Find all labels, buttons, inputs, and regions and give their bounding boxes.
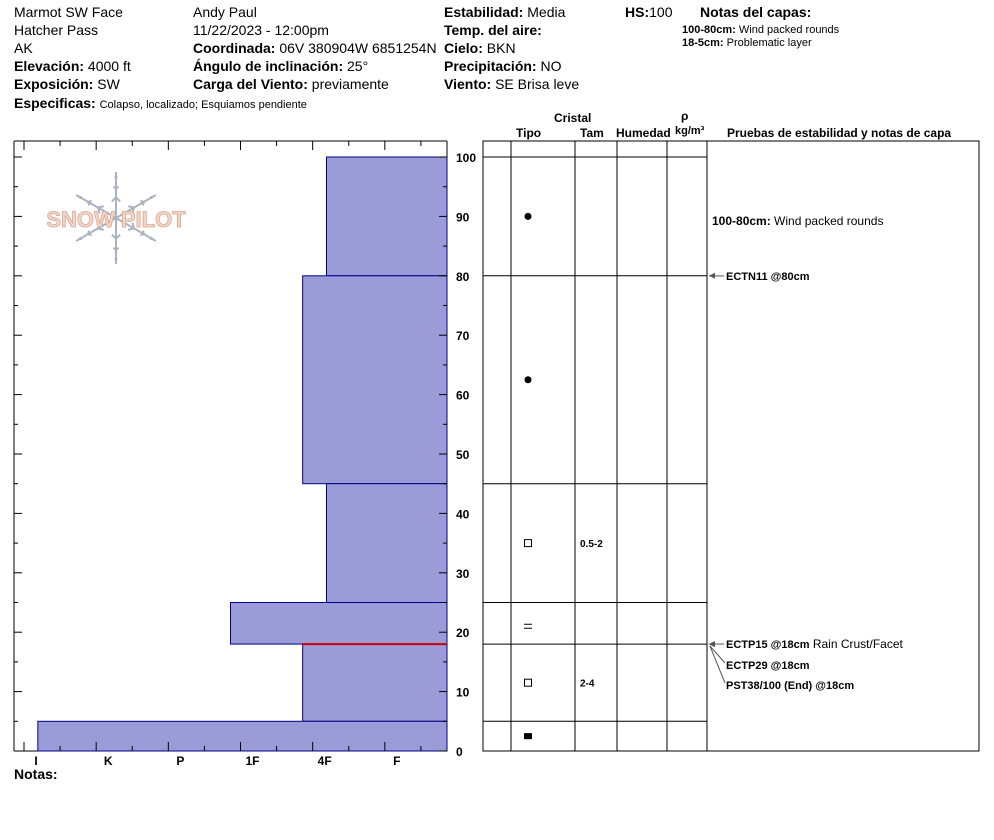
state: AK bbox=[14, 40, 33, 56]
stability-note bbox=[709, 271, 810, 283]
hardness-bar bbox=[326, 157, 447, 276]
grain-size-label: 2-4 bbox=[580, 678, 595, 690]
x-tick-label: P bbox=[176, 754, 185, 768]
hardness-bar bbox=[231, 603, 448, 645]
layer-note-range: 18-5cm: bbox=[682, 37, 724, 49]
x-tick-label: 4F bbox=[317, 754, 332, 768]
stability-note bbox=[712, 214, 883, 228]
specifics-value: Colapso, localizado; Esquiamos pendiente bbox=[99, 99, 307, 111]
hardness-bar bbox=[303, 276, 447, 484]
y-tick-label: 10 bbox=[456, 685, 470, 700]
hardness-bars bbox=[38, 157, 447, 751]
stability-label: Estabilidad: bbox=[444, 4, 524, 20]
snowflake-branch bbox=[88, 202, 89, 205]
slope-label: Ángulo de inclinación: bbox=[193, 58, 344, 74]
note-arrow-head bbox=[709, 273, 715, 279]
stability-note-text bbox=[726, 637, 904, 651]
coord-label: Coordinada: bbox=[193, 40, 276, 56]
coord-value: 06V 380904W 6851254N bbox=[279, 40, 437, 56]
note-detail: Rain Crust/Facet bbox=[809, 637, 903, 651]
y-tick-label: 70 bbox=[456, 329, 470, 344]
snowflake-branch bbox=[140, 201, 143, 202]
facet-icon bbox=[525, 679, 532, 686]
wind-load-value: previamente bbox=[311, 76, 389, 92]
note-label: 100-80cm: bbox=[712, 214, 771, 228]
ice-icon bbox=[524, 733, 532, 739]
hardness-bar bbox=[326, 484, 447, 603]
type-header: Tipo bbox=[516, 126, 542, 140]
y-tick-label: 30 bbox=[456, 566, 470, 581]
elevation-value: 4000 ft bbox=[87, 58, 131, 74]
logo-text: SNOW PILOT bbox=[46, 207, 186, 232]
x-tick-label: F bbox=[393, 754, 401, 768]
y-tick-label: 40 bbox=[456, 507, 470, 522]
note-arrow-line bbox=[710, 646, 725, 683]
note-label: PST38/100 (End) @18cm bbox=[726, 680, 855, 692]
y-tick-label: 60 bbox=[456, 388, 470, 403]
snowflake-branch bbox=[115, 177, 116, 178]
y-tick-label: 20 bbox=[456, 626, 470, 641]
sky-label: Cielo: bbox=[444, 40, 483, 56]
layer-note-text: Problematic layer bbox=[726, 37, 812, 49]
x-tick-label: K bbox=[103, 754, 113, 768]
stability-note-text bbox=[726, 271, 810, 283]
precip-value: NO bbox=[540, 58, 562, 74]
facet-icon bbox=[525, 540, 532, 547]
crystal-header: Cristal bbox=[554, 111, 592, 125]
area: Hatcher Pass bbox=[14, 22, 99, 38]
air-temp-label: Temp. del aire: bbox=[444, 22, 542, 38]
size-header: Tam bbox=[580, 126, 604, 140]
snowflake-branch bbox=[116, 258, 117, 259]
y-tick-label: 80 bbox=[456, 269, 470, 284]
tests-header: Pruebas de estabilidad y notas de capa bbox=[727, 126, 952, 140]
stability-note-text bbox=[712, 214, 883, 228]
aspect-label: Exposición: bbox=[14, 76, 94, 92]
stability-note-text bbox=[726, 680, 854, 692]
stability-note bbox=[709, 637, 904, 651]
note-arrow-line bbox=[710, 646, 725, 663]
wind-value: SE Brisa leve bbox=[495, 76, 580, 92]
layer-note-text: Wind packed rounds bbox=[738, 24, 840, 36]
grain-size-label: 0.5-2 bbox=[580, 539, 603, 551]
density-unit-header: kg/m³ bbox=[675, 125, 705, 137]
y-tick-label: 90 bbox=[456, 210, 470, 225]
note-label: ECTN11 @80cm bbox=[726, 271, 810, 283]
slope-value: 25° bbox=[347, 58, 369, 74]
snowpilot-logo bbox=[46, 172, 186, 264]
y-tick-label: 100 bbox=[456, 151, 477, 165]
stability-value: Media bbox=[527, 4, 566, 20]
hardness-bar bbox=[38, 721, 447, 751]
note-label: ECTP29 @18cm bbox=[726, 660, 810, 672]
sky-value: BKN bbox=[486, 40, 516, 56]
moisture-header: Humedad bbox=[616, 126, 671, 140]
hs-label: HS: bbox=[625, 4, 650, 20]
stability-notes bbox=[709, 214, 904, 692]
elevation-label: Elevación: bbox=[14, 58, 85, 74]
layer-note-range: 100-80cm: bbox=[682, 24, 736, 36]
datetime: 11/22/2023 - 12:00pm bbox=[193, 22, 329, 38]
rounds-icon bbox=[525, 376, 532, 383]
rho-header: ρ bbox=[681, 109, 689, 123]
wind-label: Viento: bbox=[444, 76, 492, 92]
hardness-bar bbox=[303, 644, 447, 721]
rounds-icon bbox=[525, 213, 532, 220]
stability-note-text bbox=[726, 660, 810, 672]
location: Marmot SW Face bbox=[14, 4, 123, 20]
x-tick-label: I bbox=[34, 754, 38, 768]
wind-load-label: Carga del Viento: bbox=[193, 76, 308, 92]
y-tick-label: 0 bbox=[456, 745, 463, 759]
observer: Andy Paul bbox=[193, 4, 257, 20]
aspect-value: SW bbox=[97, 76, 120, 92]
precip-label: Precipitación: bbox=[444, 58, 537, 74]
note-detail: Wind packed rounds bbox=[770, 214, 884, 228]
hs-value: 100 bbox=[649, 4, 673, 20]
y-tick-label: 50 bbox=[456, 448, 470, 462]
layer-notes-title: Notas del capas: bbox=[700, 4, 812, 20]
x-tick-label: 1F bbox=[245, 754, 260, 768]
note-label: ECTP15 @18cm bbox=[726, 639, 810, 651]
snowflake-branch bbox=[88, 234, 91, 235]
specifics-label: Especificas: bbox=[14, 95, 96, 111]
notes-label: Notas: bbox=[14, 766, 58, 782]
